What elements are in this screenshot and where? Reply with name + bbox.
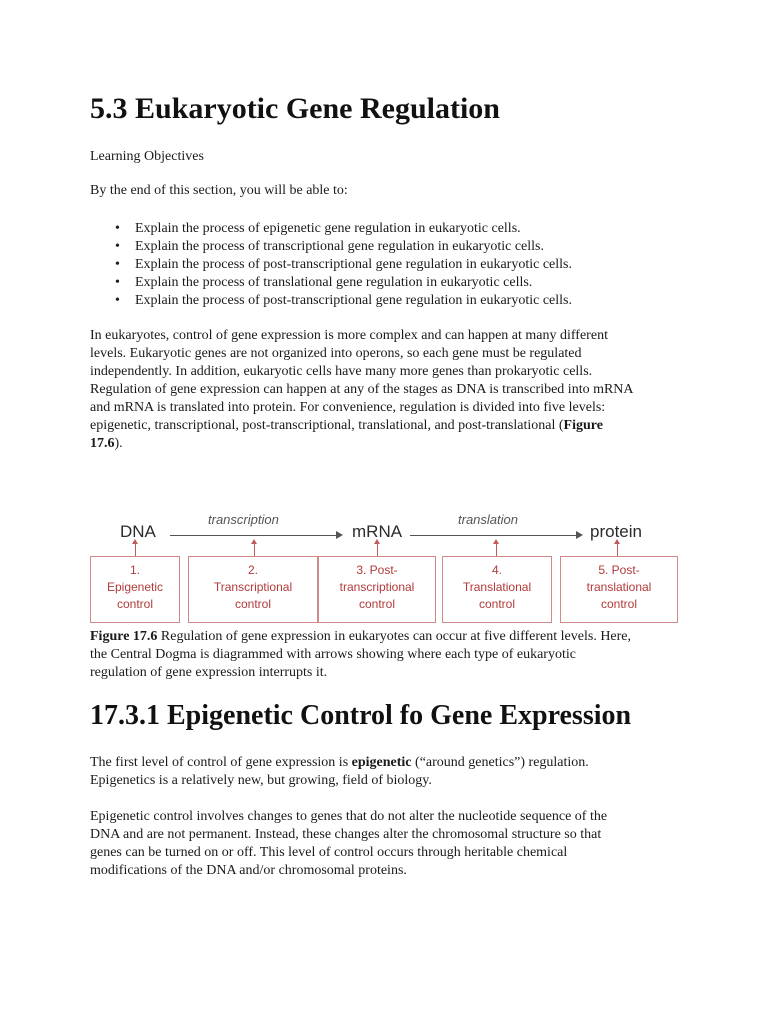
translation-label: translation bbox=[458, 512, 518, 527]
gene-regulation-diagram bbox=[90, 510, 680, 630]
regulation-arrow-2 bbox=[254, 543, 255, 557]
bullet-icon: • bbox=[115, 221, 120, 236]
transcription-label: transcription bbox=[208, 512, 279, 527]
dna-label: DNA bbox=[120, 522, 156, 541]
section-heading: 5.3 Eukaryotic Gene Regulation bbox=[90, 92, 500, 125]
regulation-arrow-4 bbox=[496, 543, 497, 557]
epigenetic-intro-paragraph: The first level of control of gene expression is epigenetic (“around genetics”) regulation. Epigenetics is a relatively new, but growing, field of biology. bbox=[90, 755, 589, 788]
bullet-icon: • bbox=[115, 275, 120, 290]
epigenetic-term: epigenetic bbox=[351, 755, 412, 770]
post-transcriptional-control-box: 3. Post- transcriptional control bbox=[318, 556, 436, 623]
list-item: • Explain the process of epigenetic gene regulation in eukaryotic cells. bbox=[115, 221, 521, 236]
objectives-intro: By the end of this section, you will be able to: bbox=[90, 183, 348, 198]
epigenetic-control-box: 1. Epigenetic control bbox=[90, 556, 180, 623]
transcription-arrow-head bbox=[336, 531, 343, 539]
mrna-label: mRNA bbox=[352, 522, 403, 541]
list-item: • Explain the process of post-transcriptional gene regulation in eukaryotic cells. bbox=[115, 257, 572, 272]
bullet-icon: • bbox=[115, 293, 120, 308]
translation-arrow bbox=[410, 535, 578, 536]
subsection-heading: 17.3.1 Epigenetic Control fo Gene Expression bbox=[90, 700, 632, 731]
list-item: • Explain the process of post-transcriptional gene regulation in eukaryotic cells. bbox=[115, 293, 572, 308]
figure-reference-link[interactable]: Figure bbox=[563, 418, 603, 433]
objectives-list bbox=[90, 220, 572, 310]
list-item: • Explain the process of translational gene regulation in eukaryotic cells. bbox=[115, 275, 533, 290]
figure-label: Figure 17.6 bbox=[90, 629, 158, 644]
regulation-arrow-3 bbox=[377, 543, 378, 557]
translation-arrow-head bbox=[576, 531, 583, 539]
bullet-icon: • bbox=[115, 239, 120, 254]
transcriptional-control-box: 2. Transcriptional control bbox=[188, 556, 318, 623]
list-item: • Explain the process of transcriptional gene regulation in eukaryotic cells. bbox=[115, 239, 544, 254]
bullet-icon: • bbox=[115, 257, 120, 272]
regulation-arrow-1 bbox=[135, 543, 136, 557]
post-translational-control-box: 5. Post- translational control bbox=[560, 556, 678, 623]
regulation-arrow-5 bbox=[617, 543, 618, 557]
figure-caption: Figure 17.6 Regulation of gene expression in eukaryotes can occur at five different levels. Here, the Central Dogma is diagrammed with arrows showing where each type of eukaryotic regulation of gene expression interrupts it. bbox=[90, 629, 632, 680]
translational-control-box: 4. Translational control bbox=[442, 556, 552, 623]
figure-reference-link-number[interactable]: 17.6 bbox=[90, 436, 115, 451]
intro-paragraph: In eukaryotes, control of gene expression is more complex and can happen at many different levels. Eukaryotic genes are not organized into operons, so each gene must be regulated independently. In addition, eukaryotic cells have many more genes than prokaryotic cells. Regulation of gene expression can happen at any of the stages as DNA is transcribed into mRNA and mRNA is translated into protein. For convenience, regulation is divided into five levels: epigenetic, transcriptional, post-transcriptional, translational, and post-translational (Figure 17.6). bbox=[90, 328, 634, 451]
epigenetic-control-paragraph: Epigenetic control involves changes to genes that do not alter the nucleotide sequence of the DNA and are not permanent. Instead, these changes alter the chromosomal structure so that genes can be turned on or off. This level of control occurs through heritable chemical modifications of the DNA and/or chromosomal proteins. bbox=[90, 809, 608, 878]
protein-label: protein bbox=[590, 522, 642, 541]
transcription-arrow bbox=[170, 535, 338, 536]
learning-objectives-label: Learning Objectives bbox=[90, 149, 204, 164]
